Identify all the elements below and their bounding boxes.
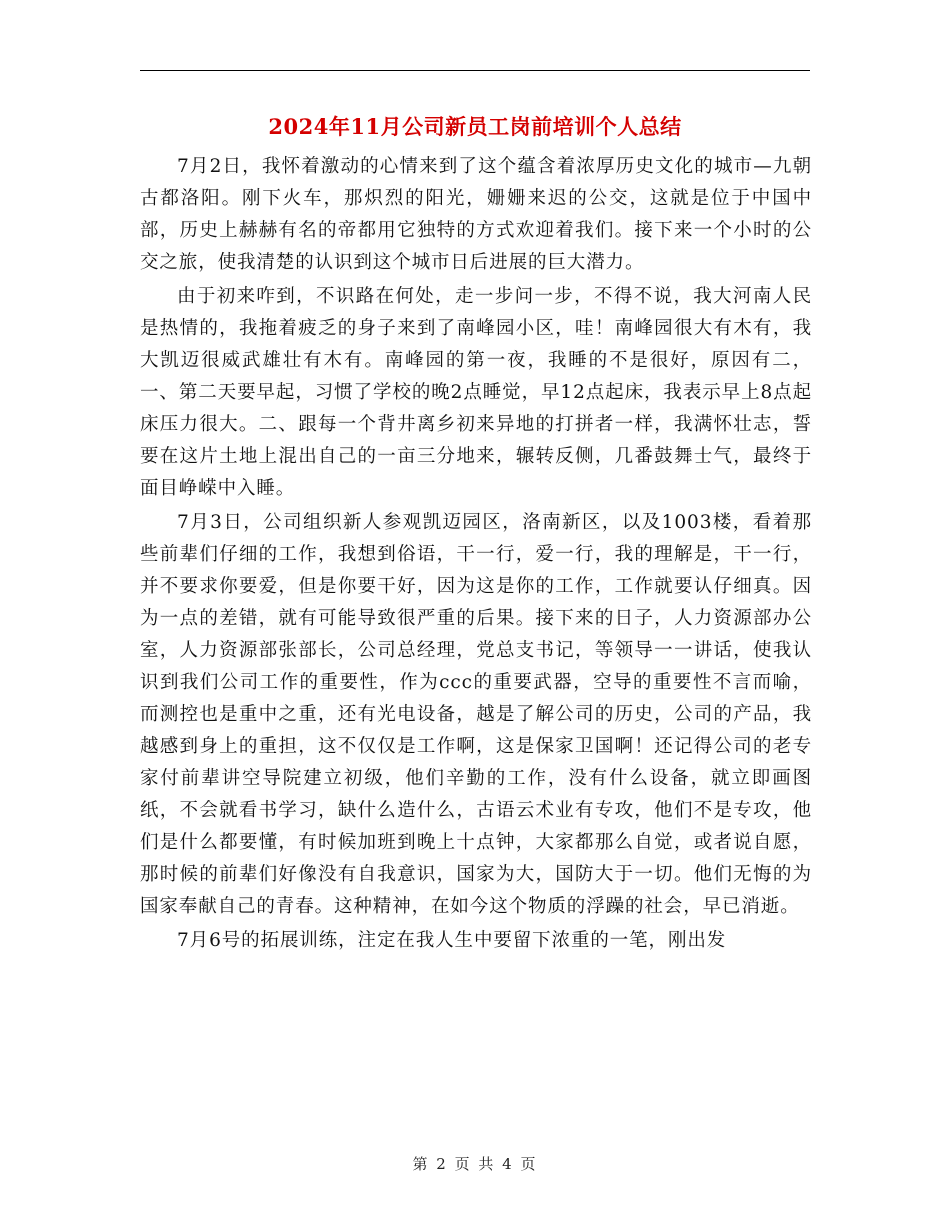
document-title: 2024年11月公司新员工岗前培训个人总结 bbox=[268, 114, 682, 139]
page-number: 第 2 页 共 4 页 bbox=[412, 1155, 538, 1173]
paragraph-2: 由于初来咋到，不识路在何处，走一步问一步，不得不说，我大河南人民是热情的，我拖着疲乏的身子来到了南峰园小区，哇！南峰园很大有木有，我大凯迈很威武雄壮有木有。南峰园的第一夜，我睡的不是很好，原因有二，一、第二天要早起，习惯了学校的晚2点睡觉，早12点起床，我表示早上8点起床压力很大。二、跟每一个背井离乡初来异地的打拼者一样，我满怀壮志，誓要在这片土地上混出自己的一亩三分地来，辗转反侧，几番鼓舞士气，最终于面目峥嵘中入睡。 bbox=[140, 286, 812, 499]
document-body bbox=[140, 151, 812, 959]
paragraph-4: 7月6号的拓展训练，注定在我人生中要留下浓重的一笔，刚出发 bbox=[177, 930, 727, 951]
paragraph-1: 7月2日，我怀着激动的心情来到了这个蕴含着浓厚历史文化的城市—九朝古都洛阳。刚下火车，那炽烈的阳光，姗姗来迟的公交，这就是位于中国中部，历史上赫赫有名的帝都用它独特的方式欢迎着我们。接下来一个小时的公交之旅，使我清楚的认识到这个城市日后进展的巨大潜力。 bbox=[140, 156, 812, 273]
paragraph-3: 7月3日，公司组织新人参观凯迈园区，洛南新区，以及1003楼，看着那些前辈们仔细的工作，我想到俗语，干一行，爱一行，我的理解是，干一行，并不要求你要爱，但是你要干好，因为这是你的工作，工作就要认仔细真。因为一点的差错，就有可能导致很严重的后果。接下来的日子，人力资源部办公室，人力资源部张部长，公司总经理，党总支书记，等领导一一讲话，使我认识到我们公司工作的重要性，作为ccc的重要武器，空导的重要性不言而喻，而测控也是重中之重，还有光电设备，越是了解公司的历史，公司的产品，我越感到身上的重担，这不仅仅是工作啊，这是保家卫国啊！还记得公司的老专家付前辈讲空导院建立初级，他们辛勤的工作，没有什么设备，就立即画图纸，不会就看书学习，缺什么造什么，古语云术业有专攻，他们不是专攻，他们是什么都要懂，有时候加班到晚上十点钟，大家都那么自觉，或者说自愿，那时候的前辈们好像没有自我意识，国家为大，国防大于一切。他们无悔的为国家奉献自己的青春。这种精神，在如今这个物质的浮躁的社会，早已消逝。 bbox=[140, 512, 812, 917]
header-rule bbox=[140, 70, 810, 71]
